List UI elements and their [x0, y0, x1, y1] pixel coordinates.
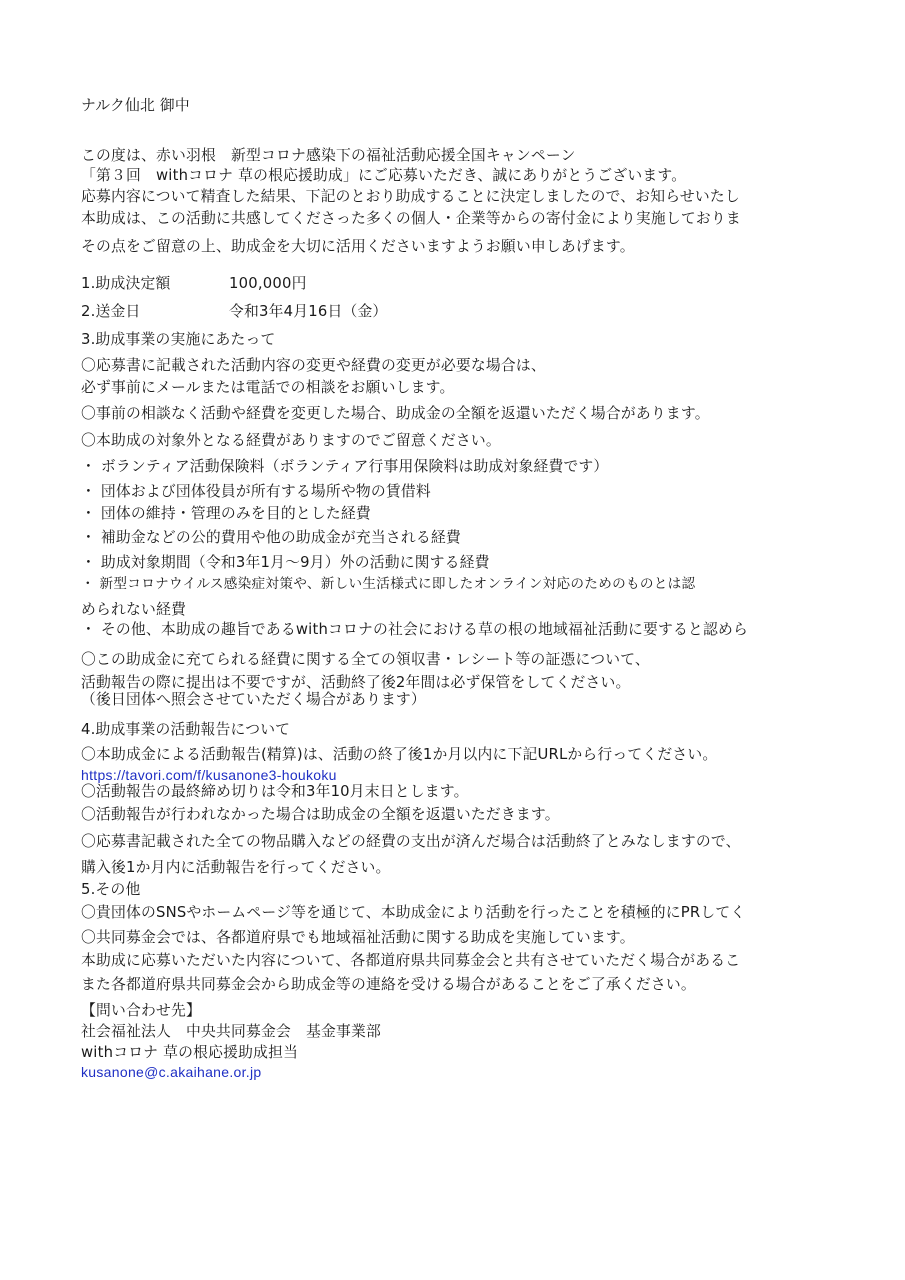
section4-line: 〇応募書記載された全ての物品購入などの経費の支出が済んだ場合は活動終了とみなしますので、: [81, 833, 741, 850]
excluded-expense-item: ・ 新型コロナウイルス感染症対策や、新しい生活様式に即したオンライン対応のためのものとは認: [81, 576, 696, 592]
excluded-expense-item: ・ その他、本助成の趣旨であるwithコロナの社会における草の根の地域福祉活動に要すると認めら: [81, 621, 748, 638]
remittance-date-row: [81, 302, 857, 322]
contact-department: withコロナ 草の根応援助成担当: [81, 1044, 299, 1061]
section4-line: 〇活動報告が行われなかった場合は助成金の全額を返還いただきます。: [81, 806, 560, 823]
intro-line-3: 応募内容について精査した結果、下記のとおり助成することに決定しましたので、お知らせいたし: [81, 188, 740, 205]
section5-line: 本助成に応募いただいた内容について、各都道府県共同募金会と共有させていただく場合があるこ: [81, 952, 741, 969]
intro-line-4: 本助成は、この活動に共感してくださった多くの個人・企業等からの寄付金により実施しておりま: [81, 210, 741, 227]
section4-line: 〇本助成金による活動報告(精算)は、活動の終了後1か月以内に下記URLから行ってください。: [81, 746, 718, 763]
section3-line: 〇応募書に記載された活動内容の変更や経費の変更が必要な場合は、: [81, 357, 546, 374]
section3-line: 活動報告の際に提出は不要ですが、活動終了後2年間は必ず保管をしてください。: [81, 674, 631, 691]
section3-line: 〇事前の相談なく活動や経費を変更した場合、助成金の全額を返還いただく場合があります。: [81, 405, 710, 422]
grant-amount-label: 1.助成決定額: [81, 275, 171, 292]
section3-line: 必ず事前にメールまたは電話での相談をお願いします。: [81, 379, 455, 396]
section5-line: また各都道府県共同募金会から助成金等の連絡を受ける場合があることをご了承ください。: [81, 976, 696, 993]
grant-amount-row: [81, 274, 857, 294]
excluded-expense-item: ・ 助成対象期間（令和3年1月～9月）外の活動に関する経費: [81, 554, 490, 571]
excluded-expense-item: ・ 団体および団体役員が所有する場所や物の賃借料: [81, 483, 431, 500]
intro-line-1: この度は、赤い羽根 新型コロナ感染下の福祉活動応援全国キャンペーン: [81, 147, 576, 164]
excluded-expense-item: ・ 補助金などの公的費用や他の助成金が充当される経費: [81, 529, 461, 546]
contact-email-link[interactable]: kusanone@c.akaihane.or.jp: [81, 1064, 262, 1080]
section3-title: 3.助成事業の実施にあたって: [81, 331, 276, 348]
section5-title: 5.その他: [81, 881, 141, 898]
section5-line: 〇共同募金会では、各都道府県でも地域福祉活動に関する助成を実施しています。: [81, 929, 635, 946]
contact-heading: 【問い合わせ先】: [81, 1002, 201, 1019]
remittance-date-value: 令和3年4月16日（金）: [229, 303, 388, 320]
intro-line-2: 「第３回 withコロナ 草の根応援助成」にご応募いただき、誠にありがとうございます。: [81, 167, 687, 184]
grant-amount-value: 100,000円: [229, 275, 307, 292]
section4-title: 4.助成事業の活動報告について: [81, 721, 291, 738]
remittance-date-label: 2.送金日: [81, 303, 141, 320]
excluded-expense-item-continued: められない経費: [81, 601, 186, 618]
contact-organization: 社会福祉法人 中央共同募金会 基金事業部: [81, 1023, 381, 1040]
intro-line-5: その点をご留意の上、助成金を大切に活用くださいますようお願い申しあげます。: [81, 238, 635, 255]
section3-line: 〇本助成の対象外となる経費がありますのでご留意ください。: [81, 432, 501, 449]
addressee: ナルク仙北 御中: [81, 97, 190, 114]
excluded-expense-item: ・ 団体の維持・管理のみを目的とした経費: [81, 505, 371, 522]
section3-line: （後日団体へ照会させていただく場合があります）: [81, 691, 426, 708]
excluded-expense-item: ・ ボランティア活動保険料（ボランティア行事用保険料は助成対象経費です）: [81, 458, 609, 475]
section3-line: 〇この助成金に充てられる経費に関する全ての領収書・レシート等の証憑について、: [81, 651, 650, 668]
section4-line: 〇活動報告の最終締め切りは令和3年10月末日とします。: [81, 783, 469, 800]
report-url-link[interactable]: https://tavori.com/f/kusanone3-houkoku: [81, 767, 337, 783]
section4-line: 購入後1か月内に活動報告を行ってください。: [81, 859, 391, 876]
section5-line: 〇貴団体のSNSやホームページ等を通じて、本助成金により活動を行ったことを積極的にPRしてく: [81, 904, 746, 921]
